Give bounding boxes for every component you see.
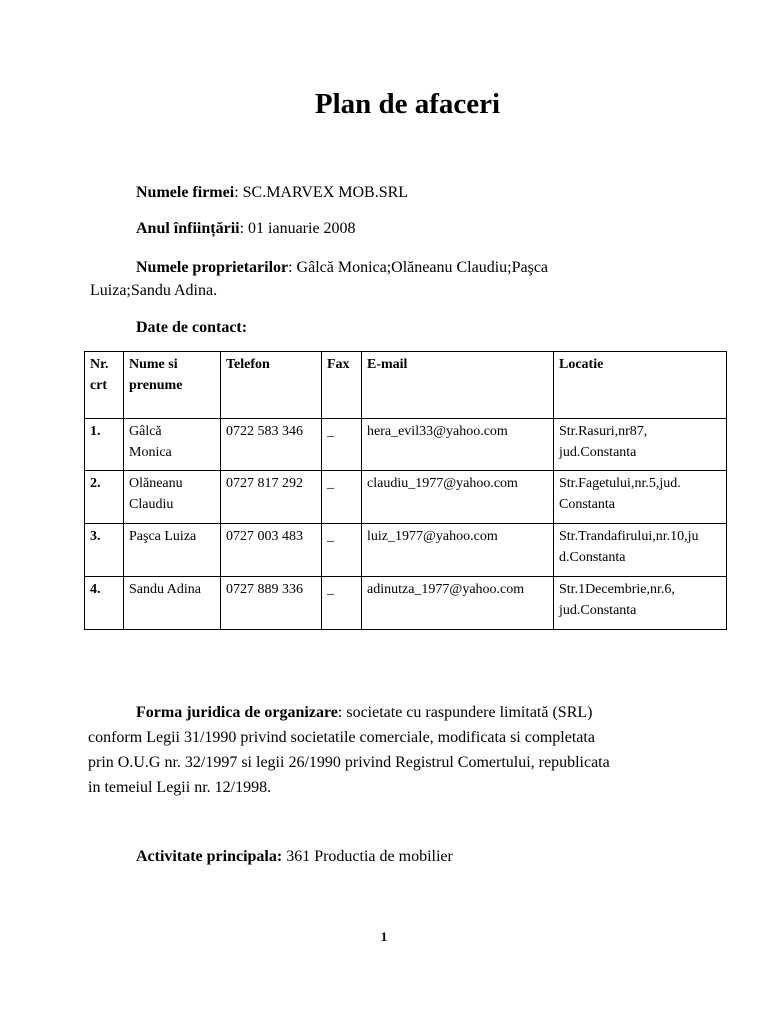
header-phone: Telefon xyxy=(221,352,322,419)
cell-fax: _ xyxy=(322,471,362,524)
company-name-value: : SC.MARVEX MOB.SRL xyxy=(234,184,409,201)
legal-form-line1: Forma juridica de organizare: societate cu raspundere limitată (SRL) xyxy=(136,704,593,721)
cell-name: Gâlcă Monica xyxy=(124,419,221,471)
cell-email: luiz_1977@yahoo.com xyxy=(362,524,554,577)
header-nr: Nr. crt xyxy=(85,352,124,419)
cell-phone: 0722 583 346 xyxy=(221,419,322,471)
legal-form-line3: prin O.U.G nr. 32/1997 si legii 26/1990 privind Registrul Comertului, republicata xyxy=(88,754,610,771)
owners-value-line1: : Gâlcă Monica;Olăneanu Claudiu;Paşca xyxy=(288,259,549,276)
table-row xyxy=(85,419,727,471)
founded-year-label: Anul înființării xyxy=(136,220,240,237)
cell-nr: 4. xyxy=(85,577,124,630)
legal-form-paragraph xyxy=(88,700,688,800)
cell-location: Str.1Decembrie,nr.6, jud.Constanta xyxy=(554,577,727,630)
company-name-field xyxy=(136,182,408,204)
cell-fax: _ xyxy=(322,419,362,471)
founded-year-field xyxy=(136,218,356,240)
table-row xyxy=(85,524,727,577)
legal-form-line2: conform Legii 31/1990 privind societatile comerciale, modificata si completata xyxy=(88,729,595,746)
cell-phone: 0727 003 483 xyxy=(221,524,322,577)
main-activity-field xyxy=(136,846,453,868)
header-fax: Fax xyxy=(322,352,362,419)
cell-nr: 1. xyxy=(85,419,124,471)
company-name-label: Numele firmei xyxy=(136,184,235,201)
owners-continuation xyxy=(90,280,217,302)
header-email: E-mail xyxy=(362,352,554,419)
main-activity-value: 361 Productia de mobilier xyxy=(282,848,453,865)
legal-form-line4: in temeiul Legii nr. 12/1998. xyxy=(88,779,272,796)
cell-location: Str.Fagetului,nr.5,jud. Constanta xyxy=(554,471,727,524)
header-location: Locatie xyxy=(554,352,727,419)
page-number: 1 xyxy=(380,929,388,944)
cell-phone: 0727 817 292 xyxy=(221,471,322,524)
owners-value-line2: Luiza;Sandu Adina. xyxy=(90,282,218,299)
cell-name: Paşca Luiza xyxy=(124,524,221,577)
table-header-row xyxy=(85,352,727,419)
contact-heading: Date de contact: xyxy=(136,319,248,336)
table-row xyxy=(85,471,727,524)
cell-name: Sandu Adina xyxy=(124,577,221,630)
header-name: Nume si prenume xyxy=(124,352,221,419)
cell-email: hera_evil33@yahoo.com xyxy=(362,419,554,471)
cell-location: Str.Trandafirului,nr.10,ju d.Constanta xyxy=(554,524,727,577)
table-row xyxy=(85,577,727,630)
owners-field xyxy=(136,257,548,279)
document-title: Plan de afaceri xyxy=(314,88,501,120)
cell-nr: 2. xyxy=(85,471,124,524)
cell-fax: _ xyxy=(322,577,362,630)
contact-table xyxy=(84,351,727,630)
cell-fax: _ xyxy=(322,524,362,577)
cell-nr: 3. xyxy=(85,524,124,577)
cell-name: Olăneanu Claudiu xyxy=(124,471,221,524)
main-activity-label: Activitate principala: xyxy=(136,848,283,865)
cell-email: adinutza_1977@yahoo.com xyxy=(362,577,554,630)
owners-label: Numele proprietarilor xyxy=(136,259,289,276)
cell-location: Str.Rasuri,nr87, jud.Constanta xyxy=(554,419,727,471)
founded-year-value: : 01 ianuarie 2008 xyxy=(239,220,356,237)
cell-email: claudiu_1977@yahoo.com xyxy=(362,471,554,524)
legal-form-label: Forma juridica de organizare xyxy=(136,704,338,721)
cell-phone: 0727 889 336 xyxy=(221,577,322,630)
